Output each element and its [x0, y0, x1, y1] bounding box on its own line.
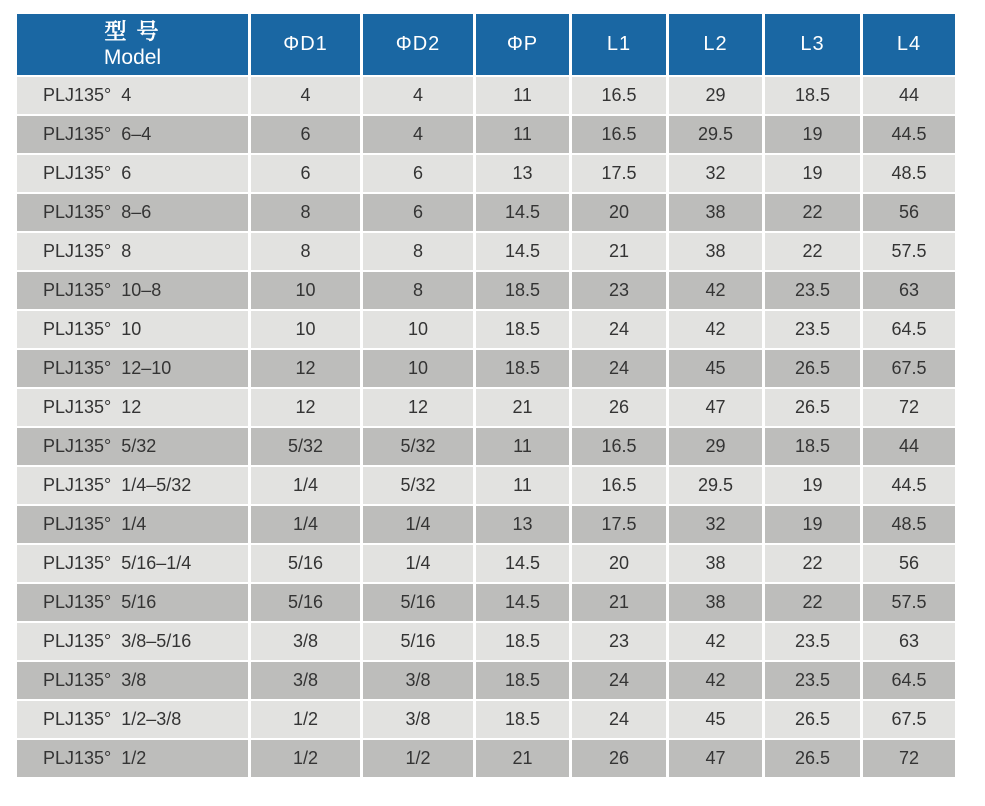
value-cell: 45 — [669, 350, 762, 387]
value-cell: 22 — [765, 545, 860, 582]
value-cell: 4 — [363, 116, 473, 153]
value-cell: 11 — [476, 467, 569, 504]
value-cell: 1/4 — [363, 545, 473, 582]
col-header-d2: ΦD2 — [363, 14, 473, 75]
table-row — [17, 194, 955, 231]
value-cell: 8 — [363, 272, 473, 309]
value-cell: 72 — [863, 389, 955, 426]
value-cell: 42 — [669, 662, 762, 699]
model-cell: PLJ135° 10 — [17, 311, 248, 348]
value-cell: 1/2 — [251, 740, 360, 777]
value-cell: 5/16 — [363, 584, 473, 621]
value-cell: 3/8 — [251, 662, 360, 699]
model-cell: PLJ135° 3/8 — [17, 662, 248, 699]
value-cell: 16.5 — [572, 467, 666, 504]
table-row — [17, 350, 955, 387]
value-cell: 26 — [572, 389, 666, 426]
model-cell: PLJ135° 5/16–1/4 — [17, 545, 248, 582]
table-row — [17, 233, 955, 270]
value-cell: 14.5 — [476, 545, 569, 582]
value-cell: 8 — [251, 194, 360, 231]
value-cell: 38 — [669, 584, 762, 621]
table-row — [17, 584, 955, 621]
model-cell: PLJ135° 12–10 — [17, 350, 248, 387]
value-cell: 38 — [669, 194, 762, 231]
value-cell: 22 — [765, 194, 860, 231]
value-cell: 47 — [669, 740, 762, 777]
value-cell: 44.5 — [863, 116, 955, 153]
value-cell: 14.5 — [476, 584, 569, 621]
value-cell: 26.5 — [765, 350, 860, 387]
table-row — [17, 506, 955, 543]
value-cell: 16.5 — [572, 428, 666, 465]
value-cell: 56 — [863, 194, 955, 231]
col-header-p: ΦP — [476, 14, 569, 75]
value-cell: 8 — [363, 233, 473, 270]
value-cell: 72 — [863, 740, 955, 777]
value-cell: 13 — [476, 155, 569, 192]
value-cell: 5/16 — [251, 545, 360, 582]
value-cell: 21 — [476, 389, 569, 426]
value-cell: 13 — [476, 506, 569, 543]
value-cell: 21 — [476, 740, 569, 777]
model-cell: PLJ135° 6–4 — [17, 116, 248, 153]
col-header-l3: L3 — [765, 14, 860, 75]
value-cell: 5/16 — [251, 584, 360, 621]
value-cell: 3/8 — [363, 701, 473, 738]
value-cell: 20 — [572, 194, 666, 231]
value-cell: 3/8 — [251, 623, 360, 660]
table-row — [17, 740, 955, 777]
model-cell: PLJ135° 12 — [17, 389, 248, 426]
value-cell: 8 — [251, 233, 360, 270]
value-cell: 29 — [669, 77, 762, 114]
model-cell: PLJ135° 5/16 — [17, 584, 248, 621]
value-cell: 5/32 — [363, 428, 473, 465]
header-row — [17, 14, 955, 75]
table-row — [17, 272, 955, 309]
value-cell: 42 — [669, 623, 762, 660]
value-cell: 1/2 — [363, 740, 473, 777]
value-cell: 26.5 — [765, 740, 860, 777]
model-cell: PLJ135° 8 — [17, 233, 248, 270]
value-cell: 23.5 — [765, 311, 860, 348]
value-cell: 17.5 — [572, 155, 666, 192]
value-cell: 44 — [863, 77, 955, 114]
model-cell: PLJ135° 1/2–3/8 — [17, 701, 248, 738]
value-cell: 11 — [476, 77, 569, 114]
value-cell: 47 — [669, 389, 762, 426]
value-cell: 26.5 — [765, 389, 860, 426]
col-header-l4: L4 — [863, 14, 955, 75]
value-cell: 32 — [669, 506, 762, 543]
value-cell: 19 — [765, 116, 860, 153]
value-cell: 1/2 — [251, 701, 360, 738]
value-cell: 16.5 — [572, 116, 666, 153]
value-cell: 12 — [251, 389, 360, 426]
value-cell: 48.5 — [863, 155, 955, 192]
value-cell: 19 — [765, 506, 860, 543]
model-cell: PLJ135° 3/8–5/16 — [17, 623, 248, 660]
table-row — [17, 701, 955, 738]
value-cell: 23 — [572, 272, 666, 309]
value-cell: 1/4 — [363, 506, 473, 543]
value-cell: 17.5 — [572, 506, 666, 543]
value-cell: 64.5 — [863, 311, 955, 348]
value-cell: 14.5 — [476, 233, 569, 270]
value-cell: 10 — [251, 272, 360, 309]
value-cell: 18.5 — [476, 350, 569, 387]
col-header-l2: L2 — [669, 14, 762, 75]
model-cell: PLJ135° 10–8 — [17, 272, 248, 309]
value-cell: 22 — [765, 233, 860, 270]
value-cell: 16.5 — [572, 77, 666, 114]
value-cell: 18.5 — [765, 77, 860, 114]
value-cell: 45 — [669, 701, 762, 738]
value-cell: 23.5 — [765, 623, 860, 660]
value-cell: 14.5 — [476, 194, 569, 231]
table-row — [17, 662, 955, 699]
value-cell: 19 — [765, 467, 860, 504]
model-cell: PLJ135° 1/4 — [17, 506, 248, 543]
table-row — [17, 116, 955, 153]
value-cell: 57.5 — [863, 233, 955, 270]
value-cell: 29.5 — [669, 116, 762, 153]
value-cell: 48.5 — [863, 506, 955, 543]
value-cell: 24 — [572, 350, 666, 387]
table-row — [17, 389, 955, 426]
value-cell: 1/4 — [251, 467, 360, 504]
value-cell: 11 — [476, 428, 569, 465]
value-cell: 18.5 — [476, 311, 569, 348]
value-cell: 22 — [765, 584, 860, 621]
value-cell: 6 — [251, 155, 360, 192]
value-cell: 24 — [572, 662, 666, 699]
value-cell: 29.5 — [669, 467, 762, 504]
table-row — [17, 545, 955, 582]
table-row — [17, 311, 955, 348]
value-cell: 21 — [572, 584, 666, 621]
value-cell: 24 — [572, 311, 666, 348]
value-cell: 18.5 — [476, 272, 569, 309]
value-cell: 3/8 — [363, 662, 473, 699]
model-spec-table — [14, 12, 958, 779]
table-row — [17, 467, 955, 504]
value-cell: 18.5 — [765, 428, 860, 465]
model-header-cn: 型 号 — [104, 19, 161, 44]
value-cell: 63 — [863, 623, 955, 660]
value-cell: 64.5 — [863, 662, 955, 699]
model-cell: PLJ135° 5/32 — [17, 428, 248, 465]
col-header-model — [17, 14, 248, 75]
value-cell: 12 — [251, 350, 360, 387]
value-cell: 32 — [669, 155, 762, 192]
table-row — [17, 428, 955, 465]
value-cell: 42 — [669, 272, 762, 309]
value-cell: 23.5 — [765, 662, 860, 699]
value-cell: 44 — [863, 428, 955, 465]
value-cell: 5/32 — [251, 428, 360, 465]
value-cell: 42 — [669, 311, 762, 348]
value-cell: 20 — [572, 545, 666, 582]
value-cell: 12 — [363, 389, 473, 426]
value-cell: 10 — [363, 311, 473, 348]
value-cell: 10 — [363, 350, 473, 387]
value-cell: 56 — [863, 545, 955, 582]
model-cell: PLJ135° 8–6 — [17, 194, 248, 231]
value-cell: 6 — [363, 194, 473, 231]
value-cell: 18.5 — [476, 662, 569, 699]
value-cell: 19 — [765, 155, 860, 192]
value-cell: 6 — [363, 155, 473, 192]
value-cell: 57.5 — [863, 584, 955, 621]
col-header-l1: L1 — [572, 14, 666, 75]
value-cell: 67.5 — [863, 701, 955, 738]
model-header-en: Model — [103, 46, 162, 69]
value-cell: 38 — [669, 233, 762, 270]
value-cell: 26 — [572, 740, 666, 777]
value-cell: 11 — [476, 116, 569, 153]
value-cell: 23.5 — [765, 272, 860, 309]
value-cell: 67.5 — [863, 350, 955, 387]
value-cell: 5/16 — [363, 623, 473, 660]
table-row — [17, 623, 955, 660]
value-cell: 23 — [572, 623, 666, 660]
value-cell: 10 — [251, 311, 360, 348]
value-cell: 63 — [863, 272, 955, 309]
value-cell: 38 — [669, 545, 762, 582]
table-row — [17, 77, 955, 114]
table-row — [17, 155, 955, 192]
value-cell: 4 — [251, 77, 360, 114]
value-cell: 5/32 — [363, 467, 473, 504]
col-header-d1: ΦD1 — [251, 14, 360, 75]
model-cell: PLJ135° 1/4–5/32 — [17, 467, 248, 504]
value-cell: 26.5 — [765, 701, 860, 738]
model-cell: PLJ135° 6 — [17, 155, 248, 192]
value-cell: 6 — [251, 116, 360, 153]
model-cell: PLJ135° 1/2 — [17, 740, 248, 777]
model-cell: PLJ135° 4 — [17, 77, 248, 114]
spec-table-body — [17, 77, 955, 777]
value-cell: 21 — [572, 233, 666, 270]
value-cell: 29 — [669, 428, 762, 465]
value-cell: 4 — [363, 77, 473, 114]
value-cell: 44.5 — [863, 467, 955, 504]
value-cell: 24 — [572, 701, 666, 738]
value-cell: 18.5 — [476, 701, 569, 738]
value-cell: 1/4 — [251, 506, 360, 543]
value-cell: 18.5 — [476, 623, 569, 660]
